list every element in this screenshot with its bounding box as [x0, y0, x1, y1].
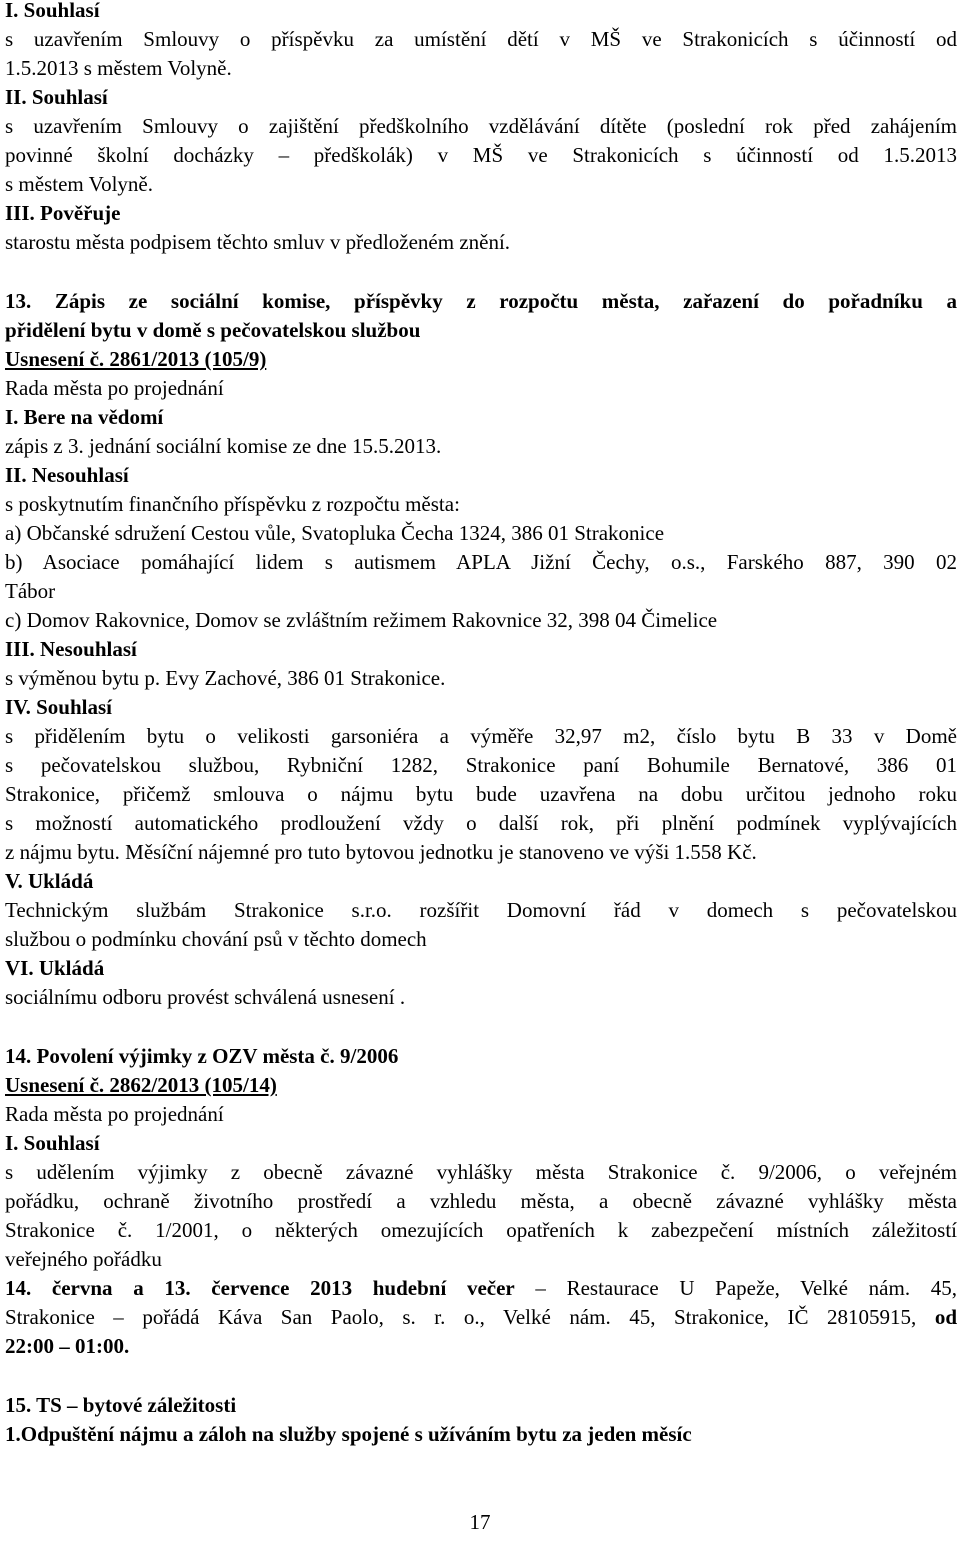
page-number: 17: [469, 1510, 491, 1534]
text-line: Rada města po projednání: [5, 376, 224, 400]
heading-poveruje: III. Pověřuje: [5, 201, 121, 225]
event-line: [5, 1274, 957, 1303]
section-15-heading: 15. TS – bytové záležitosti: [5, 1393, 237, 1417]
text-line: Strakonice č. 1/2001, o některých omezujících opatřeních k zabezpečení místních záležitostí: [5, 1218, 957, 1242]
text-line: s uzavřením Smlouvy o zajištění předškolního vzdělávání dítěte (poslední rok před zahájením: [5, 114, 957, 138]
event-dates: 14. června a 13. července 2013: [5, 1276, 353, 1300]
text-line: s městem Volyně.: [5, 172, 153, 196]
text-line: starostu města podpisem těchto smluv v předloženém znění.: [5, 230, 511, 254]
heading-uklada: VI. Ukládá: [5, 956, 105, 980]
text-line: sociálnímu odboru provést schválená usnesení .: [5, 985, 406, 1009]
event-line-2: [5, 1303, 957, 1332]
text-line: 1.5.2013 s městem Volyně.: [5, 56, 232, 80]
heading-bere-na-vedomi: I. Bere na vědomí: [5, 405, 164, 429]
text-line: Technickým službám Strakonice s.r.o. rozšířit Domovní řád v domech s pečovatelskou: [5, 898, 957, 922]
event-title: hudební večer: [372, 1276, 515, 1300]
event-venue: – Restaurace U Papeže, Velké nám. 45,: [514, 1276, 957, 1300]
heading-souhlasi: IV. Souhlasí: [5, 695, 113, 719]
text-line: Strakonice, přičemž smlouva o nájmu bytu bude uzavřena na dobu určitou jednoho roku: [5, 782, 957, 806]
text-line: veřejného pořádku: [5, 1247, 162, 1271]
text-line: s udělením výjimky z obecně závazné vyhlášky města Strakonice č. 9/2006, o veřejném: [5, 1160, 957, 1184]
text-line: s pečovatelskou službou, Rybniční 1282, Strakonice paní Bohumile Bernatové, 386 01: [5, 753, 957, 777]
heading-souhlasi: I. Souhlasí: [5, 1131, 100, 1155]
text-line: povinné školní docházky – předškolák) v MŠ ve Strakonicích s účinností od 1.5.2013: [5, 143, 957, 167]
resolution-number: Usnesení č. 2861/2013 (105/9): [5, 347, 267, 371]
text-line: zápis z 3. jednání sociální komise ze dne 15.5.2013.: [5, 434, 442, 458]
text-line: s výměnou bytu p. Evy Zachové, 386 01 Strakonice.: [5, 666, 446, 690]
text-line: pořádku, ochraně životního prostředí a vzhledu města, a obecně závazné vyhlášky města: [5, 1189, 957, 1213]
text-line: službou o podmínku chování psů v těchto domech: [5, 927, 427, 951]
text-line: Tábor: [5, 579, 56, 603]
text-line: s možností automatického prodloužení vždy o další rok, při plnění podmínek vyplývajících: [5, 811, 957, 835]
event-organizer: Strakonice – pořádá Káva San Paolo, s. r. o., Velké nám. 45, Strakonice, IČ 28105915,: [5, 1305, 917, 1329]
text-line: Rada města po projednání: [5, 1102, 224, 1126]
text-line: b) Asociace pomáhající lidem s autismem APLA Jižní Čechy, o.s., Farského 887, 390 02: [5, 550, 957, 574]
heading-nesouhlasi: III. Nesouhlasí: [5, 637, 137, 661]
section-13-heading-cont: přidělení bytu v domě s pečovatelskou službou: [5, 318, 421, 342]
resolution-number: Usnesení č. 2862/2013 (105/14): [5, 1073, 277, 1097]
text-line: c) Domov Rakovnice, Domov se zvláštním režimem Rakovnice 32, 398 04 Čimelice: [5, 608, 718, 632]
event-od: od: [934, 1305, 957, 1329]
text-line: a) Občanské sdružení Cestou vůle, Svatopluka Čecha 1324, 386 01 Strakonice: [5, 521, 665, 545]
heading-souhlasi: II. Souhlasí: [5, 85, 108, 109]
section-13-heading: 13. Zápis ze sociální komise, příspěvky z rozpočtu města, zařazení do pořadníku a: [5, 289, 957, 313]
heading-nesouhlasi: II. Nesouhlasí: [5, 463, 129, 487]
section-15-subheading: 1.Odpuštění nájmu a záloh na služby spojené s užíváním bytu za jeden měsíc: [5, 1422, 692, 1446]
event-time: 22:00 – 01:00.: [5, 1334, 130, 1358]
heading-souhlasi: I. Souhlasí: [5, 0, 100, 22]
event-sep: [352, 1276, 373, 1300]
text-line: s uzavřením Smlouvy o příspěvku za umístění dětí v MŠ ve Strakonicích s účinností od: [5, 27, 957, 51]
text-line: s poskytnutím finančního příspěvku z rozpočtu města:: [5, 492, 460, 516]
text-line: s přidělením bytu o velikosti garsoniéra a výměře 32,97 m2, číslo bytu B 33 v Domě: [5, 724, 957, 748]
text-line: z nájmu bytu. Měsíční nájemné pro tuto bytovou jednotku je stanoveno ve výši 1.558 Kč.: [5, 840, 757, 864]
heading-uklada: V. Ukládá: [5, 869, 94, 893]
section-14-heading: 14. Povolení výjimky z OZV města č. 9/2006: [5, 1044, 399, 1068]
